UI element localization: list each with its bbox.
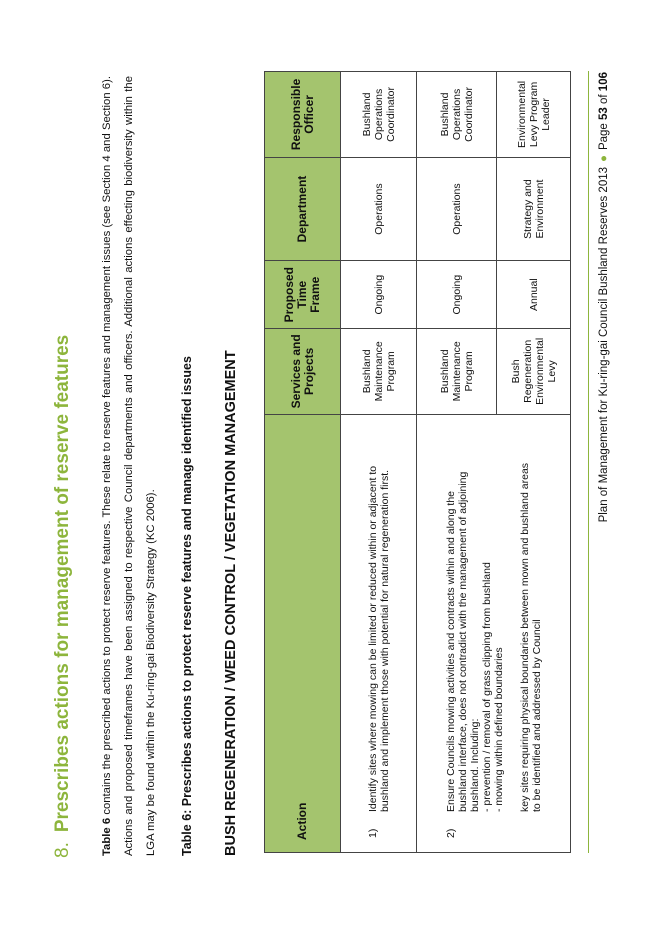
officer-cell: Bushland Operations Coordinator — [341, 72, 417, 158]
action-number: 1) — [366, 828, 379, 838]
services-cell: Bush Regeneration Environmental Levy — [497, 329, 571, 415]
action-line: bushland and implement those with potential for natural regeneration first. — [378, 469, 391, 812]
action-number: 2) — [444, 828, 457, 838]
action-line: bushland interface, does not contradict with the management of adjoining — [456, 471, 469, 812]
header-department: Department — [265, 157, 341, 260]
page-label: Page — [598, 123, 610, 151]
services-cell: Bushland Maintenance Program — [341, 329, 417, 415]
section-title-text: Prescribes actions for management of reserve features — [52, 334, 73, 833]
header-services: Services and Projects — [265, 329, 341, 415]
table-row — [417, 72, 497, 853]
page-of: of — [598, 94, 610, 104]
table-reference: Table 6 — [101, 817, 113, 856]
officer-cell: Environmental Levy Program Leader — [497, 72, 571, 158]
department-cell: Strategy and Environment — [497, 157, 571, 260]
action-line: - prevention / removal of grass clipping from bushland — [480, 562, 493, 812]
department-cell: Operations — [341, 157, 417, 260]
page-number: 53 — [598, 107, 610, 120]
services-cell: Bushland Maintenance Program — [417, 329, 497, 415]
timeframe-cell: Ongoing — [341, 261, 417, 329]
footer-divider — [588, 71, 589, 853]
bullet-icon: ● — [598, 155, 610, 162]
table-title: Table 6: Prescribes actions to protect reserve features and manage identified issues — [180, 356, 194, 856]
action-line: Identify sites where mowing can be limited or reduced within or adjacent to — [366, 465, 379, 812]
action-line: key sites requiring physical boundaries between mown and bushland areas — [518, 462, 531, 812]
table-row — [341, 72, 417, 853]
section-number: 8. — [52, 842, 73, 858]
department-cell: Operations — [417, 157, 497, 260]
footer-document-title: Plan of Management for Ku-ring-gai Council Bushland Reserves 2013 — [598, 167, 610, 523]
page-total: 106 — [598, 72, 610, 92]
category-title: BUSH REGENERATION / WEED CONTROL / VEGETATION MANAGEMENT — [223, 350, 239, 856]
section-heading — [52, 335, 74, 858]
actions-table — [264, 71, 571, 853]
action-line: Ensure Councils mowing activities and contracts within and along the — [444, 490, 457, 812]
intro-paragraph — [96, 76, 162, 856]
intro-text: contains the prescribed actions to protect reserve features. These relate to reserve features and management issues (see Section 4 and Section 6). Actions and proposed timeframes have been assigned to respective Council departments and officers. Additional actions effecting biodiversity within the LGA may be found within the Ku-ring-gai Biodiversity Strategy (KC 2006). — [101, 76, 157, 856]
header-officer: Responsible Officer — [265, 72, 341, 158]
action-line: - mowing within defined boundaries — [492, 647, 505, 812]
action-cell — [417, 414, 571, 852]
action-cell — [341, 414, 417, 852]
officer-cell: Bushland Operations Coordinator — [417, 72, 497, 158]
header-timeframe: Proposed Time Frame — [265, 261, 341, 329]
timeframe-cell: Ongoing — [417, 261, 497, 329]
action-line: bushland. Including: — [468, 718, 481, 812]
timeframe-cell: Annual — [497, 261, 571, 329]
action-line: to be identified and addressed by Council — [530, 619, 543, 812]
header-action: Action — [265, 414, 341, 852]
table-header-row — [265, 72, 341, 853]
page-footer — [598, 72, 610, 522]
